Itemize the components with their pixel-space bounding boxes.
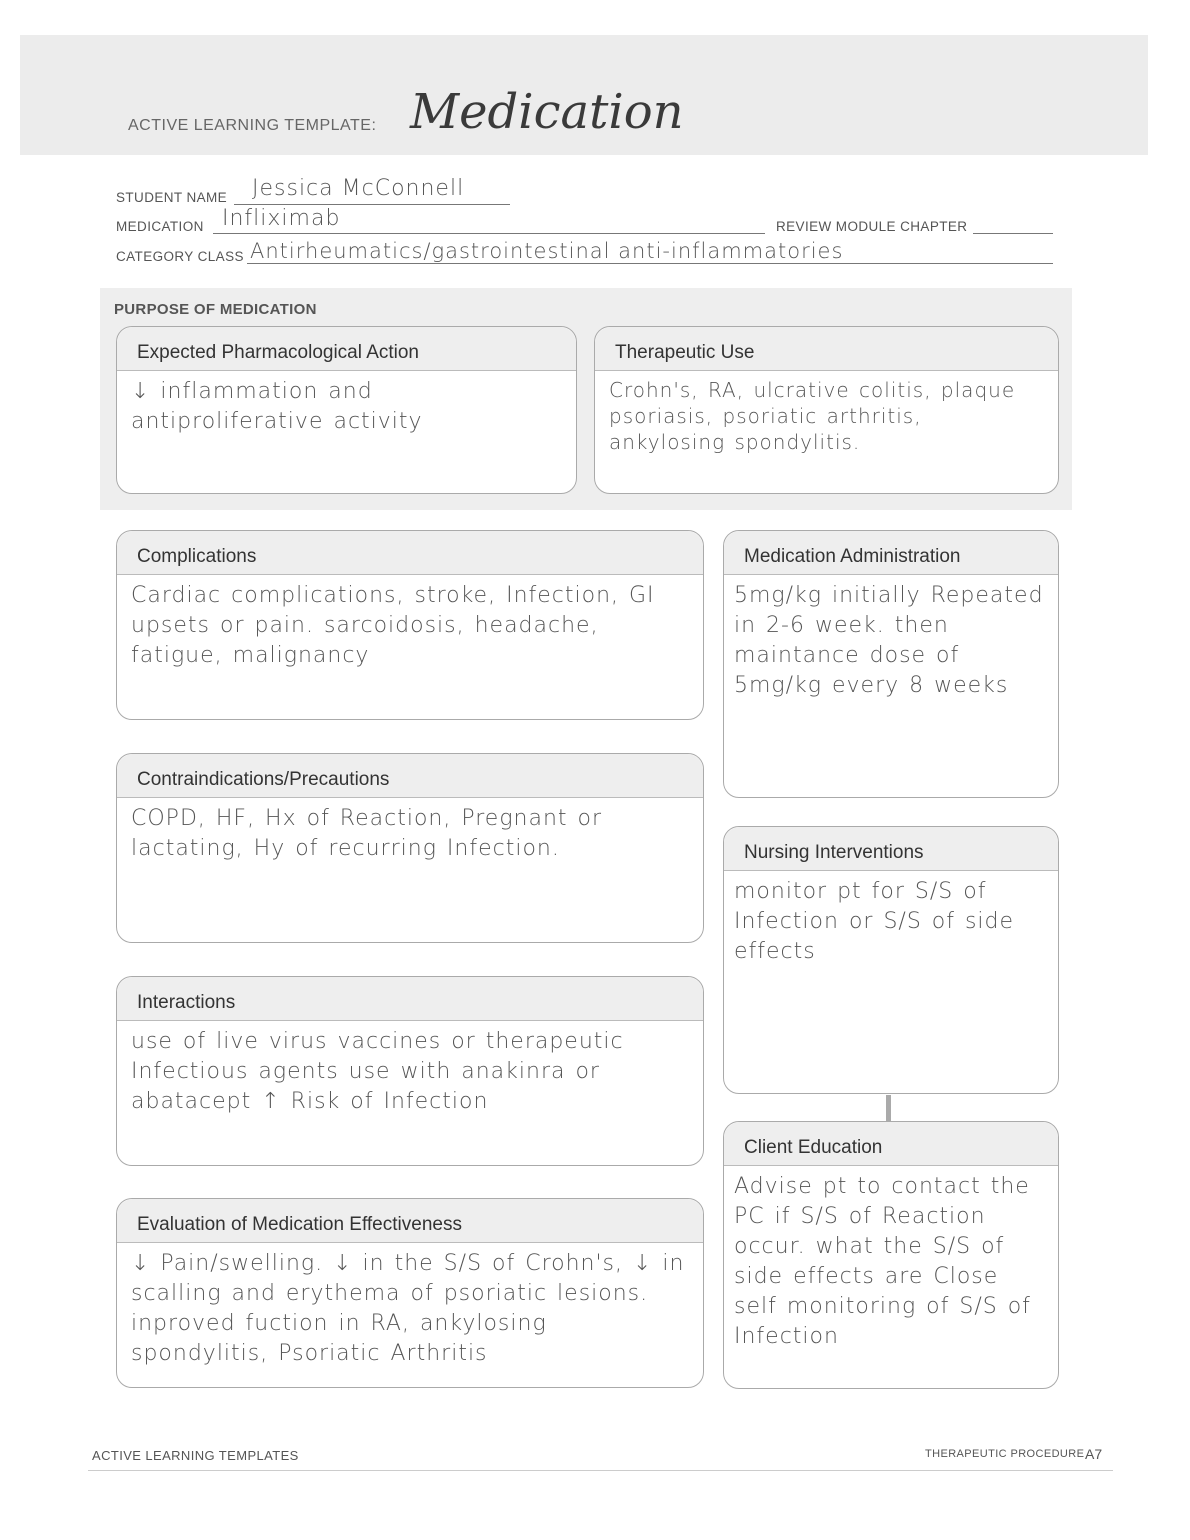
education-text[interactable]: Advise pt to contact the PC if S/S of Reaction occur. what the S/S of side effects are Close self monitoring of S/S of Infection [734,1174,1031,1349]
box-connector [886,1095,891,1123]
expected-action-box [116,326,577,494]
medication-value[interactable]: Infliximab [222,206,341,231]
therapeutic-use-box [594,326,1059,494]
education-title: Client Education [744,1137,883,1158]
therapeutic-use-text[interactable]: Crohn's, RA, ulcrative colitis, plaque psoriasis, psoriatic arthritis, ankylosing spondylitis. [609,378,1016,454]
contraindications-box [116,753,704,943]
interactions-text[interactable]: use of live virus vaccines or therapeutic Infectious agents use with anakinra or abatacept ↑ Risk of Infection [131,1029,624,1114]
student-name-line [234,204,510,205]
medication-label: MEDICATION [116,219,204,234]
review-module-line [973,233,1053,234]
category-label: CATEGORY CLASS [116,249,244,264]
education-box [723,1121,1059,1389]
student-name-label: STUDENT NAME [116,190,228,205]
footer-rule [88,1470,1113,1471]
category-value[interactable]: Antirheumatics/gastrointestinal anti-inflammatories [250,239,844,263]
review-module-label: REVIEW MODULE CHAPTER [776,219,968,234]
administration-box [723,530,1059,798]
evaluation-title: Evaluation of Medication Effectiveness [137,1214,462,1235]
medication-line [213,233,765,234]
complications-text[interactable]: Cardiac complications, stroke, Infection, GI upsets or pain. sarcoidosis, headache, fatigue, malignancy [131,583,655,668]
purpose-label: PURPOSE OF MEDICATION [114,301,317,318]
nursing-text[interactable]: monitor pt for S/S of Infection or S/S of side effects [734,879,1015,964]
interactions-title: Interactions [137,992,236,1013]
footer-left: ACTIVE LEARNING TEMPLATES [92,1448,299,1463]
contraindications-title: Contraindications/Precautions [137,769,390,790]
administration-text[interactable]: 5mg/kg initially Repeated in 2-6 week. then maintance dose of 5mg/kg every 8 weeks [734,583,1044,698]
administration-title: Medication Administration [744,546,961,567]
expected-action-title: Expected Pharmacological Action [137,342,419,363]
template-label: ACTIVE LEARNING TEMPLATE: [128,117,377,134]
student-name-value[interactable]: Jessica McConnell [252,176,465,201]
evaluation-box [116,1198,704,1388]
page-number: A7 [1085,1446,1103,1462]
contraindications-text[interactable]: COPD, HF, Hx of Reaction, Pregnant or lactating, Hy of recurring Infection. [131,806,603,861]
evaluation-text[interactable]: ↓ Pain/swelling. ↓ in the S/S of Crohn's, ↓ in scalling and erythema of psoriatic lesions. inproved fuction in RA, ankylosing spondylitis, Psoriatic Arthritis [131,1251,685,1366]
nursing-title: Nursing Interventions [744,842,924,863]
page-title: Medication [410,84,684,140]
complications-title: Complications [137,546,257,567]
complications-box [116,530,704,720]
category-line [247,263,1053,264]
interactions-box [116,976,704,1166]
footer-right: THERAPEUTIC PROCEDURE [925,1448,1085,1460]
therapeutic-use-title: Therapeutic Use [615,342,755,363]
nursing-box [723,826,1059,1094]
expected-action-text[interactable]: ↓ inflammation and antiproliferative activity [131,379,423,434]
